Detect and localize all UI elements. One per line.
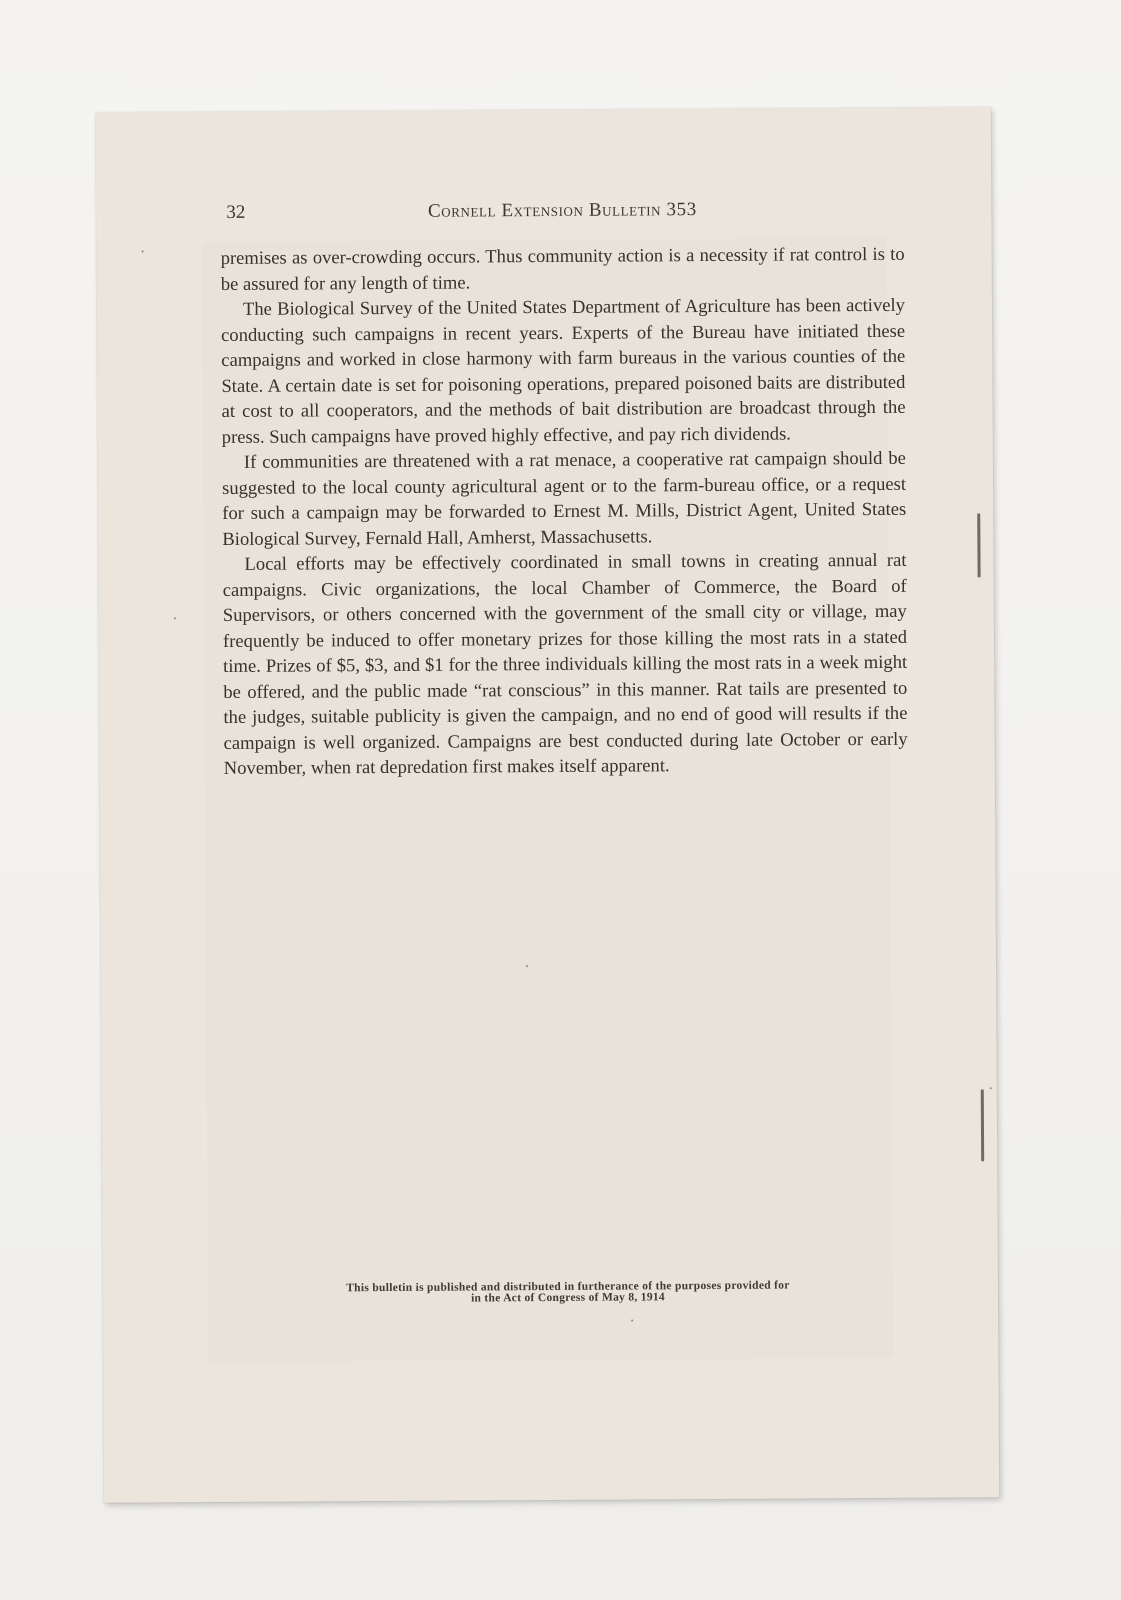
body-text (221, 242, 908, 782)
paper-speck (526, 965, 528, 967)
bulletin-page (96, 107, 999, 1502)
paper-speck (142, 250, 144, 252)
staple-bottom (981, 1089, 984, 1161)
running-head (226, 198, 898, 232)
publication-note (263, 1280, 873, 1306)
paragraph-2: The Biological Survey of the United States Department of Agriculture has been actively conducting such campaigns in recent years. Experts of the Bureau have initiated these campaigns and worked in close harmony with farm bureaus in the various counties of the State. A certain date is set for poisoning operations, prepared poisoned baits are distributed at cost to all cooperators, and the methods of bait distribution are broadcast through the press. Such campaigns have proved highly effective, and pay rich dividends. (221, 294, 906, 448)
page-number: 32 (226, 201, 246, 223)
bulletin-title: Cornell Extension Bulletin 353 (427, 199, 697, 222)
paper-speck (990, 1087, 992, 1089)
staple-top (977, 513, 980, 577)
paragraph-3: If communities are threatened with a rat menace, a cooperative rat campaign should be suggested to the local county agricultural agent or to the farm-bureau office, or a request for such a campaign may be forwarded to Ernest M. Mills, District Agent, United States Biological Survey, Fernald Hall, Amherst, Massachusetts. (221, 447, 907, 550)
paragraph-1: premises as over-crowding occurs. Thus community action is a necessity if rat control is to be assured for any length of time. (220, 243, 905, 295)
publication-note-line-2: in the Act of Congress of May 8, 1914 (471, 1291, 665, 1305)
paper-speck (174, 617, 176, 619)
paper-speck (631, 1319, 633, 1321)
publication-note-line-1: This bulletin is published and distributed in furtherance of the purposes provided for (346, 1279, 790, 1295)
paragraph-4: Local efforts may be effectively coordinated in small towns in creating annual rat campaigns. Civic organizations, the local Chamber of Commerce, the Board of Supervisors, or others concerned with the government of the small city or village, may frequently be induced to offer monetary prizes for those killing the most rats in a stated time. Prizes of $5, $3, and $1 for the three individuals killing the most rats in a week might be offered, and the public made “rat conscious” in this manner. Rat tails are presented to the judges, suitable publicity is given the campaign, and no end of good will results if the campaign is well organized. Campaigns are best conducted during late October or early November, when rat depredation first makes itself apparent. (222, 549, 908, 779)
